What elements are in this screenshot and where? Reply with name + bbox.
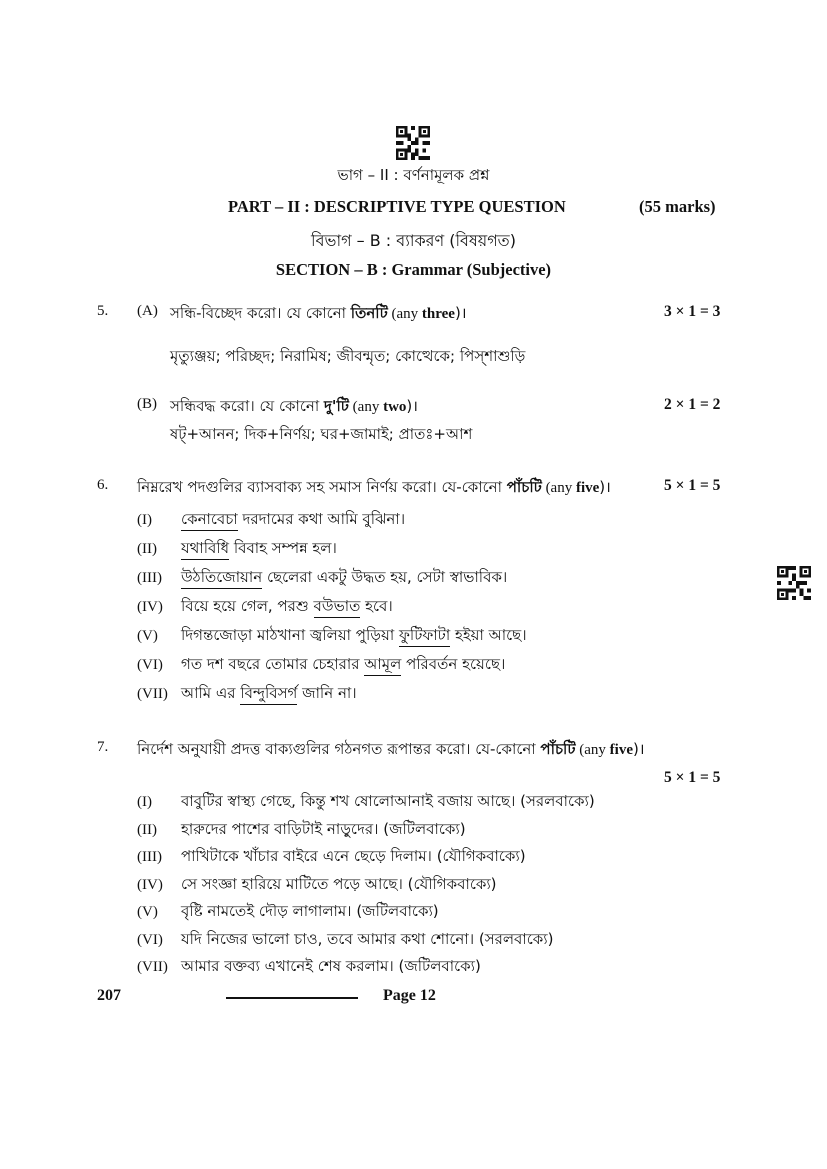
item-label: (III): [137, 570, 162, 586]
part-title: PART – II : DESCRIPTIVE TYPE QUESTION: [228, 197, 566, 216]
list-item: [137, 873, 595, 901]
q5a-marks: 3 × 1 = 3: [664, 303, 721, 320]
item-label: (I): [137, 794, 152, 810]
qr-code-side: [777, 566, 811, 600]
item-label: (V): [137, 628, 158, 644]
q7-marks: 5 × 1 = 5: [664, 769, 721, 786]
list-item: [137, 624, 527, 653]
item-text: দিগন্তজোড়া মাঠখানা জ্বলিয়া পুড়িয়া ফুটিফাটা হইয়া আছে।: [181, 624, 527, 649]
q6-en-bold: five: [575, 480, 600, 496]
underlined-word: যথাবিধি: [181, 539, 229, 560]
list-item: [137, 566, 527, 595]
list-item: [137, 508, 527, 537]
q6-bold: পাঁচটি: [506, 478, 542, 496]
q5a-en-bold: three: [421, 306, 455, 322]
list-item: [137, 900, 595, 928]
item-text: বাবুটির স্বাস্থ্য গেছে, কিন্তু শখ ষোলোআনাই বজায় আছে। (সরলবাক্যে): [181, 792, 595, 810]
underlined-word: উঠতিজোয়ান: [181, 568, 262, 589]
item-text: উঠতিজোয়ান ছেলেরা একটু উদ্ধত হয়, সেটা স্বাভাবিক।: [181, 566, 507, 591]
item-text: সে সংজ্ঞা হারিয়ে মাটিতে পড়ে আছে। (যৌগিকবাক্যে): [181, 874, 497, 893]
bengali-section-heading: বিভাগ – B : ব্যাকরণ (বিষয়গত): [311, 231, 516, 250]
paper-code: 207: [97, 987, 121, 1004]
q5b-label: (B): [137, 396, 157, 412]
item-text: যদি নিজের ভালো চাও, তবে আমার কথা শোনো। (সরলবাক্যে): [181, 929, 554, 948]
q5a-label: (A): [137, 303, 158, 319]
q6-item-list: [137, 508, 527, 711]
list-item: [137, 790, 595, 818]
item-text: আমার বক্তব্য এখানেই শেষ করলাম। (জটিলবাক্যে): [181, 957, 481, 975]
item-text: গত দশ বছরে তোমার চেহারার আমূল পরিবর্তন হয়েছে।: [181, 653, 505, 678]
list-item: [137, 595, 527, 624]
q7-text-3: )।: [633, 740, 645, 758]
item-label: (V): [137, 904, 158, 920]
q7-text-1: নির্দেশ অনুযায়ী প্রদত্ত বাক্যগুলির গঠনগত রূপান্তর করো। যে-কোনো: [137, 740, 541, 758]
underlined-word: আমূল: [364, 655, 401, 676]
item-label: (II): [137, 541, 157, 557]
qr-code-top: [396, 126, 430, 160]
q6-text-2: (any: [541, 480, 576, 496]
item-text: যথাবিধি বিবাহ সম্পন্ন হল।: [181, 537, 337, 562]
underlined-word: কেনাবেচা: [181, 510, 238, 531]
underlined-word: ফুটিফাটা: [399, 626, 450, 647]
q7-instruction: [137, 738, 645, 763]
bengali-part-heading: ভাগ – II : বর্ণনামূলক প্রশ্ন: [337, 166, 490, 184]
q6-text-1: নিম্নরেখ পদগুলির ব্যাসবাক্য সহ সমাস নির্ণয় করো। যে-কোনো: [137, 478, 507, 496]
section-title: SECTION – B : Grammar (Subjective): [275, 260, 552, 279]
q6-text-3: )।: [599, 478, 611, 496]
q5b-bold: দু'টি: [323, 397, 349, 415]
q5b-text-1: সন্ধিবদ্ধ করো। যে কোনো: [170, 397, 324, 415]
item-label: (VI): [137, 931, 163, 948]
item-text: আমি এর বিন্দুবিসর্গ জানি না।: [181, 682, 357, 707]
footer-rule: [226, 997, 358, 999]
q7-bold: পাঁচটি: [540, 740, 576, 758]
q7-number: 7.: [97, 739, 109, 755]
item-label: (III): [137, 849, 162, 865]
q5a-words: মৃত্যুঞ্জয়; পরিচ্ছদ; নিরামিষ; জীবন্মৃত; কোত্থেকে; পিস্‌শাশুড়ি: [170, 347, 526, 365]
list-item: [137, 653, 527, 682]
item-label: (IV): [137, 876, 163, 893]
q5a-text-1: সন্ধি-বিচ্ছেদ করো। যে কোনো: [170, 304, 351, 322]
q6-marks: 5 × 1 = 5: [664, 477, 721, 494]
q5b-words: ষট্+আনন; দিক+নির্ণয়; ঘর+জামাই; প্রাতঃ+আশ: [170, 425, 473, 443]
q5-number: 5.: [97, 303, 109, 319]
q5b-instruction: [170, 395, 418, 420]
part-marks: (55 marks): [639, 197, 716, 216]
page-number: Page 12: [383, 987, 436, 1004]
q5a-text-2: (any: [387, 306, 422, 322]
item-text: পাখিটাকে খাঁচার বাইরে এনে ছেড়ে দিলাম। (যৌগিকবাক্যে): [181, 847, 526, 865]
item-label: (I): [137, 512, 152, 528]
item-text: বৃষ্টি নামতেই দৌড় লাগালাম। (জটিলবাক্যে): [181, 902, 439, 920]
q5a-bold: তিনটি: [350, 304, 388, 322]
list-item: [137, 682, 527, 711]
list-item: [137, 845, 595, 873]
q5b-text-3: )।: [406, 397, 418, 415]
q5a-text-3: )।: [454, 304, 467, 322]
item-label: (VII): [137, 686, 168, 702]
q5b-marks: 2 × 1 = 2: [664, 396, 721, 413]
item-text: বিয়ে হয়ে গেল, পরশু বউভাত হবে।: [181, 595, 393, 620]
q5a-instruction: [170, 302, 467, 327]
item-text: হারুদের পাশের বাড়িটাই নাড়ুদের। (জটিলবাক্যে): [181, 819, 466, 838]
q5b-text-2: (any: [348, 399, 384, 415]
q7-text-2: (any: [575, 742, 610, 758]
underlined-word: বউভাত: [314, 597, 361, 618]
item-label: (II): [137, 821, 157, 838]
q7-item-list: [137, 790, 595, 983]
item-label: (IV): [137, 599, 163, 615]
q7-en-bold: five: [609, 742, 633, 758]
item-text: কেনাবেচা দরদামের কথা আমি বুঝিনা।: [181, 508, 405, 533]
underlined-word: বিন্দুবিসর্গ: [240, 684, 297, 705]
list-item: [137, 928, 595, 956]
q6-number: 6.: [97, 477, 109, 493]
q5b-en-bold: two: [383, 399, 407, 415]
list-item: [137, 955, 595, 983]
q6-instruction: [137, 476, 611, 501]
item-label: (VI): [137, 657, 163, 673]
list-item: [137, 537, 527, 566]
list-item: [137, 818, 595, 846]
item-label: (VII): [137, 959, 168, 975]
